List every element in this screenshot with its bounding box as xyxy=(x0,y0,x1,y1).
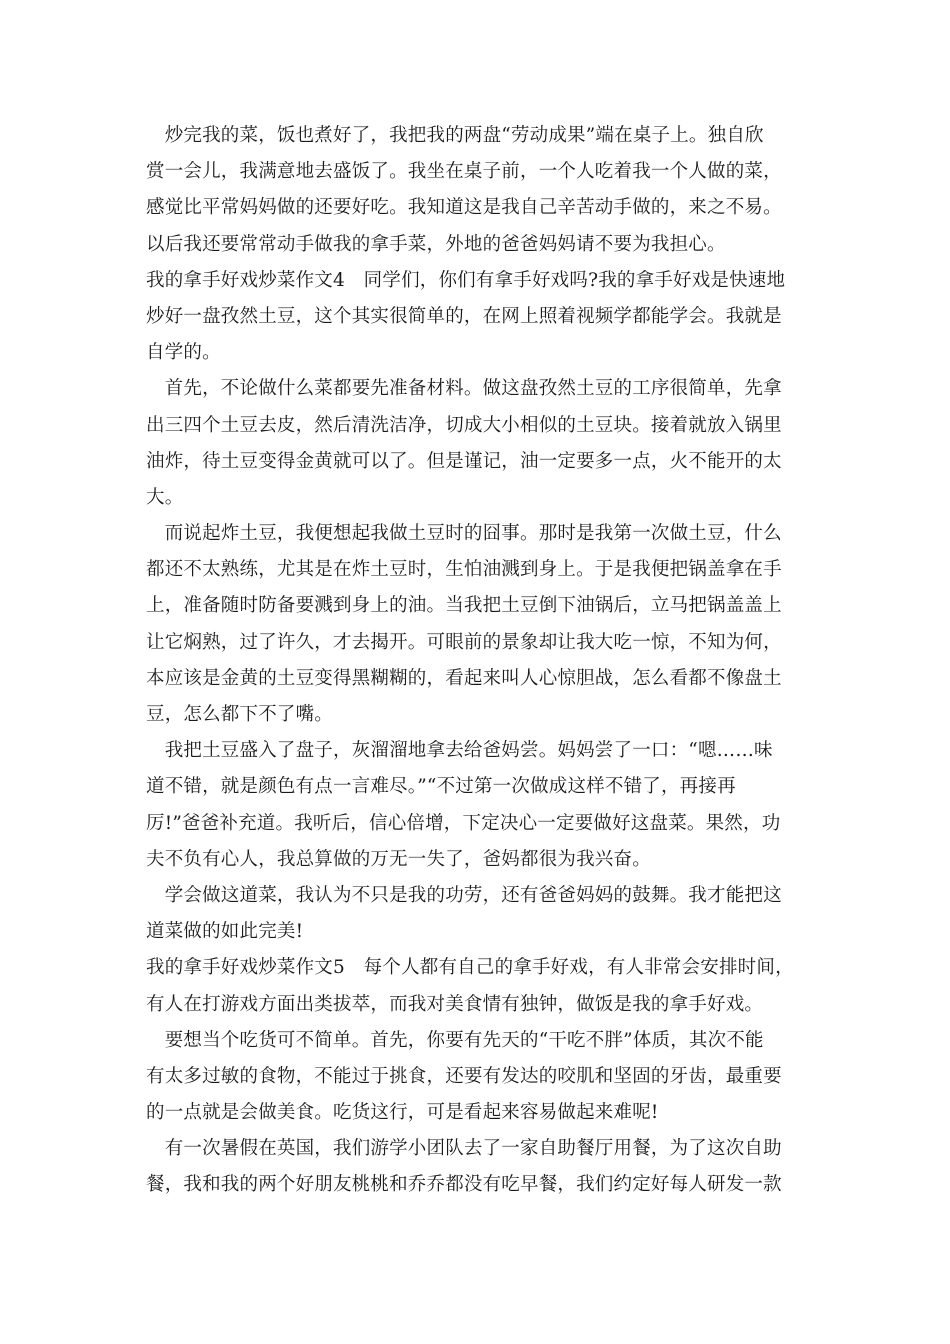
text-line: 大。 xyxy=(146,486,184,508)
text-line: 油炸，待土豆变得金黄就可以了。但是谨记，油一定要多一点，火不能开的太 xyxy=(146,450,782,472)
text-line: 豆，怎么都下不了嘴。 xyxy=(146,704,334,725)
text-line: 的一点就是会做美食。吃货这行，可是看起来容易做起来难呢! xyxy=(146,1102,659,1124)
text-line: 道菜做的如此完美! xyxy=(146,921,304,943)
text-line: 上，准备随时防备要溅到身上的油。当我把土豆倒下油锅后，立马把锅盖盖上 xyxy=(146,595,782,617)
text-line: 以后我还要常常动手做我的拿手菜，外地的爸爸妈妈请不要为我担心。 xyxy=(146,233,726,255)
text-line: 而说起炸土豆，我便想起我做土豆时的囧事。那时是我第一次做土豆，什么 xyxy=(146,523,782,545)
text-line: 本应该是金黄的土豆变得黑糊糊的，看起来叫人心惊胆战，怎么看都不像盘土 xyxy=(146,667,782,689)
text-line: 出三四个土豆去皮，然后清洗洁净，切成大小相似的土豆块。接着就放入锅里 xyxy=(146,414,782,436)
document-body xyxy=(146,118,810,1204)
text-line: 感觉比平常妈妈做的还要好吃。我知道这是我自己辛苦动手做的，来之不易。 xyxy=(146,197,782,219)
text-line: 炒好一盘孜然土豆，这个其实很简单的，在网上照着视频学都能学会。我就是 xyxy=(146,305,782,327)
text-line: 有太多过敏的食物，不能过于挑食，还要有发达的咬肌和坚固的牙齿，最重要 xyxy=(146,1065,782,1087)
text-line: 都还不太熟练，尤其是在炸土豆时，生怕油溅到身上。于是我便把锅盖拿在手 xyxy=(146,559,782,581)
text-line: 我把土豆盛入了盘子，灰溜溜地拿去给爸妈尝。妈妈尝了一口：“嗯……味 xyxy=(146,740,773,762)
text-line: 道不错，就是颜色有点一言难尽。”“不过第一次做成这样不错了，再接再 xyxy=(146,776,736,798)
text-line: 有人在打游戏方面出类拔萃，而我对美食情有独钟，做饭是我的拿手好戏。 xyxy=(146,993,764,1015)
text-line: 炒完我的菜，饭也煮好了，我把我的两盘“劳动成果”端在桌子上。独自欣 xyxy=(146,125,764,146)
text-line: 厉!”爸爸补充道。我听后，信心倍增，下定决心一定要做好这盘菜。果然，功 xyxy=(146,812,781,834)
text-line: 有一次暑假在英国，我们游学小团队去了一家自助餐厅用餐，为了这次自助 xyxy=(146,1138,782,1160)
text-line: 首先，不论做什么菜都要先准备材料。做这盘孜然土豆的工序很简单，先拿 xyxy=(146,378,782,400)
text-line: 夫不负有心人，我总算做的万无一失了，爸妈都很为我兴奋。 xyxy=(146,848,651,870)
section-heading-line: 我的拿手好戏炒菜作文4 同学们，你们有拿手好戏吗?我的拿手好戏是快速地 xyxy=(146,269,786,291)
text-line: 自学的。 xyxy=(146,342,221,364)
text-line: 赏一会儿，我满意地去盛饭了。我坐在桌子前，一个人吃着我一个人做的菜， xyxy=(146,161,782,183)
text-line: 学会做这道菜，我认为不只是我的功劳，还有爸爸妈妈的鼓舞。我才能把这 xyxy=(146,884,782,906)
section-heading-line: 我的拿手好戏炒菜作文5 每个人都有自己的拿手好戏，有人非常会安排时间， xyxy=(146,957,794,979)
text-line: 餐，我和我的两个好朋友桃桃和乔乔都没有吃早餐，我们约定好每人研发一款 xyxy=(146,1174,782,1196)
text-line: 让它焖熟，过了许久，才去揭开。可眼前的景象却让我大吃一惊，不知为何， xyxy=(146,631,782,653)
text-line: 要想当个吃货可不简单。首先，你要有先天的“干吃不胖”体质，其次不能 xyxy=(146,1029,764,1051)
